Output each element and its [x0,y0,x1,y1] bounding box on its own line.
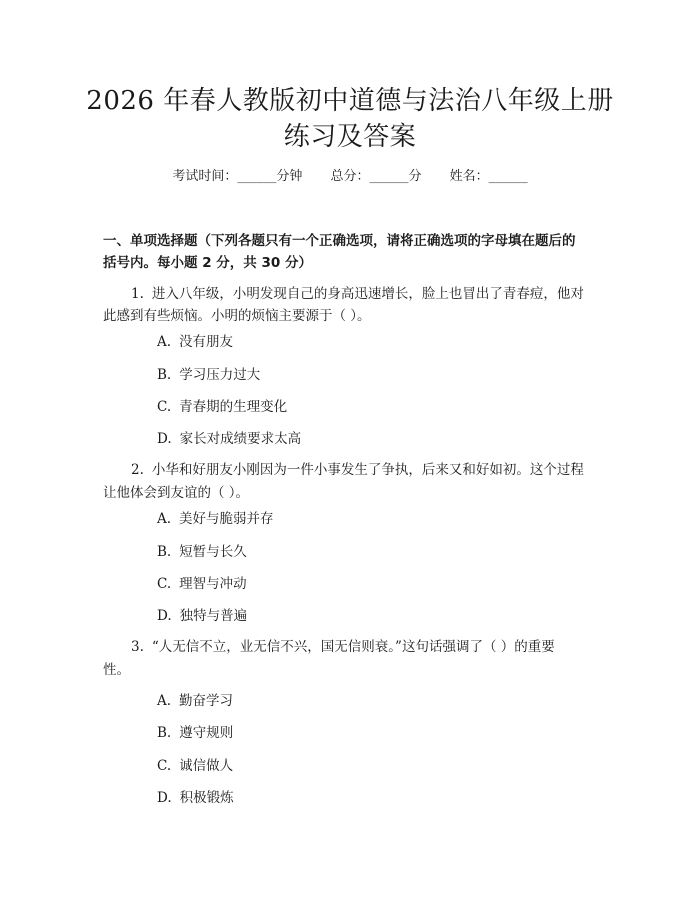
question-2-option-b [157,541,597,563]
question-1-option-a [157,331,597,353]
question-2-option-a [157,508,597,530]
question-1-option-b [157,364,597,386]
option-text: 没有朋友 [179,334,234,350]
question-2-text-line1: 小华和好朋友小刚因为一件小事发生了争执，后来又和好如初。这个过程 [151,462,584,478]
question-1-text-line1: 进入八年级，小明发现自己的身高迅速增长，脸上也冒出了青春痘，他对 [151,286,584,302]
option-letter: B. [157,544,172,560]
option-text: 积极锻炼 [179,790,234,806]
option-text: 诚信做人 [179,758,234,774]
question-3-option-c [157,755,597,777]
question-1-number: 1. [131,286,144,302]
question-3-text-line1: “人无信不立，业无信不兴，国无信则衰。”这句话强调了（ ）的重要 [151,639,555,655]
option-text: 学习压力过大 [179,367,261,383]
option-text: 美好与脆弱并存 [179,511,274,527]
option-letter: C. [157,576,172,592]
total-score-blank: ______ [369,169,409,184]
question-2-option-c [157,573,597,595]
option-letter: C. [157,399,172,415]
option-text: 遵守规则 [179,725,234,741]
option-letter: D. [157,790,172,806]
exam-time-unit: 分钟 [276,169,303,184]
question-3-option-b [157,722,597,744]
option-text: 短暂与长久 [179,544,247,560]
option-letter: A. [157,334,172,350]
question-1-text-line2: 此感到有些烦恼。小明的烦恼主要源于（ ）。 [103,308,371,324]
exam-time-blank: ______ [237,169,277,184]
question-3-option-d [157,787,597,809]
document-title-line1: 2026 年春人教版初中道德与法治八年级上册 [86,86,614,116]
question-3-number: 3. [131,639,144,655]
document-title-line2: 练习及答案 [283,122,417,152]
total-score [330,167,421,187]
question-2-text-line2: 让他体会到友谊的（ ）。 [103,485,250,501]
question-1-option-c [157,396,597,418]
option-letter: B. [157,367,172,383]
option-text: 理智与冲动 [179,576,247,592]
option-text: 青春期的生理变化 [179,399,288,415]
option-letter: A. [157,511,172,527]
exam-meta [0,167,700,187]
exam-time [172,167,302,187]
option-letter: D. [157,431,172,447]
question-2-option-d [157,605,597,627]
question-2-number: 2. [131,462,144,478]
section-heading-line1: 一、单项选择题（下列各题只有一个正确选项，请将正确选项的字母填在题后的 [103,233,576,249]
option-letter: A. [157,693,172,709]
student-name-label: 姓名： [449,169,489,184]
exam-time-label: 考试时间： [172,169,238,184]
total-score-unit: 分 [408,169,422,184]
question-3-option-a [157,690,597,712]
total-score-label: 总分： [330,169,370,184]
option-text: 家长对成绩要求太高 [179,431,302,447]
option-letter: D. [157,608,172,624]
option-letter: C. [157,758,172,774]
option-letter: B. [157,725,172,741]
student-name [450,167,528,187]
option-text: 勤奋学习 [179,693,234,709]
option-text: 独特与普遍 [179,608,248,624]
question-3-text-line2: 性。 [103,662,130,678]
question-1-option-d [157,428,597,450]
student-name-blank: ______ [488,169,528,184]
section-heading-line2: 括号内。每小题 2 分，共 30 分） [103,255,312,271]
